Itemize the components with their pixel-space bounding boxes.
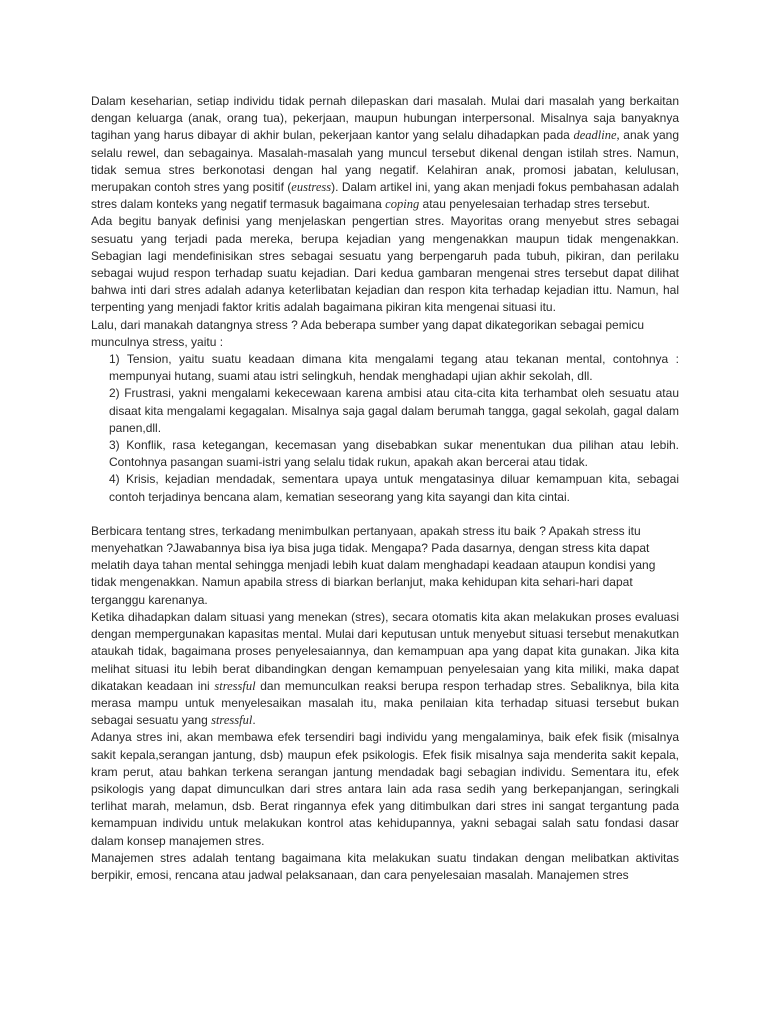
list-item: 3) Konflik, rasa ketegangan, kecemasan yang disebabkan sukar menentukan dua pilihan atau lebih. Contohnya pasangan suami-istri yang selalu tidak rukun, apakah akan bercerai atau tidak.: [109, 438, 679, 470]
stressful-term-2: stressful: [211, 713, 253, 728]
intro-text-1: Dalam keseharian, setiap individu tidak pernah dilepaskan dari masalah. Mulai dari masalah yang berkaitan dengan keluarga (anak, orang tua), pekerjaan, maupun hubungan interpersonal. Misalnya saja banyaknya tagihan yang harus dibayar di akhir bulan, pekerjaan kantor yang selalu dihadapkan pada: [91, 94, 679, 143]
list-item: 1) Tension, yaitu suatu keadaan dimana kita mengalami tegang atau tekanan mental, contohnya : mempunyai hutang, suami atau istri selingkuh, hendak menghadapi ujian akhir sekolah, dll.: [109, 352, 679, 384]
document-body: [91, 93, 679, 884]
stressful-term-1: stressful: [214, 678, 256, 693]
evaluation-text-1: Ketika dihadapkan dalam situasi yang menekan (stres), secara otomatis kita akan melakukan proses evaluasi dengan mempergunakan kapasitas mental. Mulai dari keputusan untuk menyebut situasi tersebut menakutkan ataukah tidak, bagaimana proses penyelesaiannya, dan kemampuan apa yang dapat kita gunakan. Jika kita melihat situasi itu lebih berat dibandingkan dengan kemampuan penyelesaian yang kita miliki, maka dapat dikatakan keadaan ini: [91, 609, 679, 693]
effects-paragraph: Adanya stres ini, akan membawa efek tersendiri bagi individu yang mengalaminya, baik efek fisik (misalnya sakit kepala,serangan jantung, dsb) maupun efek psikologis. Efek fisik misalnya saja menderita sakit kepala, kram perut, atau bahkan terkena serangan jantung mendadak bagi sebagian individu. Sementara itu, efek psikologis yang dapat dimunculkan dari stres antara lain ada rasa sedih yang berkepanjangan, seringkali terlihat marah, melamun, dsb. Berat ringannya efek yang ditimbulkan dari stres ini sangat tergantung pada kemampuan individu untuk melakukan kontrol atas kehidupannya, yakni sebagai salah satu fondasi dasar dalam konsep manajemen stres.: [91, 730, 679, 848]
coping-term: coping: [385, 197, 420, 212]
paragraph-spacer: [91, 506, 679, 523]
stress-sources-list: [91, 351, 679, 506]
sources-intro-paragraph: Lalu, dari manakah datangnya stress ? Ada beberapa sumber yang dapat dikategorikan sebagai pemicu munculnya stress, yaitu :: [91, 317, 645, 349]
management-paragraph: Manajemen stres adalah tentang bagaimana kita melakukan suatu tindakan dengan melibatkan aktivitas berpikir, emosi, rencana atau jadwal pelaksanaan, dan cara penyelesaian masalah. Manajemen stres: [91, 850, 679, 882]
intro-paragraph: [91, 93, 679, 213]
evaluation-text-2: dan memunculkan reaksi berupa respon terhadap stres. Sebaliknya, bila kita merasa mampu untuk menyelesaikan masalah itu, maka penilaian kita terhadap situasi tersebut bukan sebagai sesuatu yang: [91, 678, 679, 728]
evaluation-text-3: .: [252, 713, 256, 728]
list-item: 2) Frustrasi, yakni mengalami kekecewaan karena ambisi atau cita-cita kita terhambat oleh sesuatu atau disaat kita mengalami kegagalan. Misalnya saja gagal dalam berumah tangga, gagal sekolah, gagal dalam panen,dll.: [109, 386, 679, 435]
intro-text-4: atau penyelesaian terhadap stres tersebut.: [419, 197, 651, 212]
eustress-term: eustress: [291, 180, 332, 195]
definition-paragraph: Ada begitu banyak definisi yang menjelaskan pengertian stres. Mayoritas orang menyebut stres sebagai sesuatu yang terjadi pada mereka, berupa kejadian yang mengenakkan maupun tidak mengenakkan. Sebagian lagi mendefinisikan stres sebagai sesuatu yang berpengaruh pada tubuh, pikiran, dan perilaku sebagai wujud respon terhadap suatu kejadian. Dari kedua gambaran mengenai stres tersebut dapat dilihat bahwa inti dari stres adalah adanya keterlibatan kejadian dan respon kita terhadap kejadian ittu. Namun, hal terpenting yang menjadi faktor kritis adalah bagaimana pikiran kita mengenai situasi itu.: [91, 214, 679, 315]
intro-text-2: anak yang selalu rewel, dan sebagainya. Masalah-masalah yang muncul tersebut dikenal dengan istilah stres. Namun, tidak semua stres berkonotasi dengan hal yang negatif. Kelahiran anak, promosi jabatan, kelulusan, merupakan contoh stres yang positif (: [91, 128, 679, 195]
evaluation-paragraph: [91, 609, 679, 729]
good-stress-paragraph: Berbicara tentang stres, terkadang menimbulkan pertanyaan, apakah stress itu baik ? Apakah stress itu menyehatkan ?Jawabannya bisa iya bisa juga tidak. Mengapa? Pada dasarnya, dengan stress kita dapat melatih daya tahan mental sehingga menjadi lebih kuat dalam menghadapi keadaan ataupun kondisi yang tidak mengenakkan. Namun apabila stress di biarkan berlanjut, maka kehidupan kita sehari-hari dapat terganggu karenanya.: [91, 523, 656, 607]
deadline-term: deadline,: [573, 128, 620, 143]
intro-text-3: ). Dalam artikel ini, yang akan menjadi fokus pembahasan adalah stres dalam konteks yang negatif termasuk bagaimana: [91, 180, 679, 212]
list-item: 4) Krisis, kejadian mendadak, sementara upaya untuk mengatasinya diluar kemampuan kita, sebagai contoh terjadinya bencana alam, kematian seseorang yang kita sayangi dan kita cintai.: [109, 472, 679, 504]
